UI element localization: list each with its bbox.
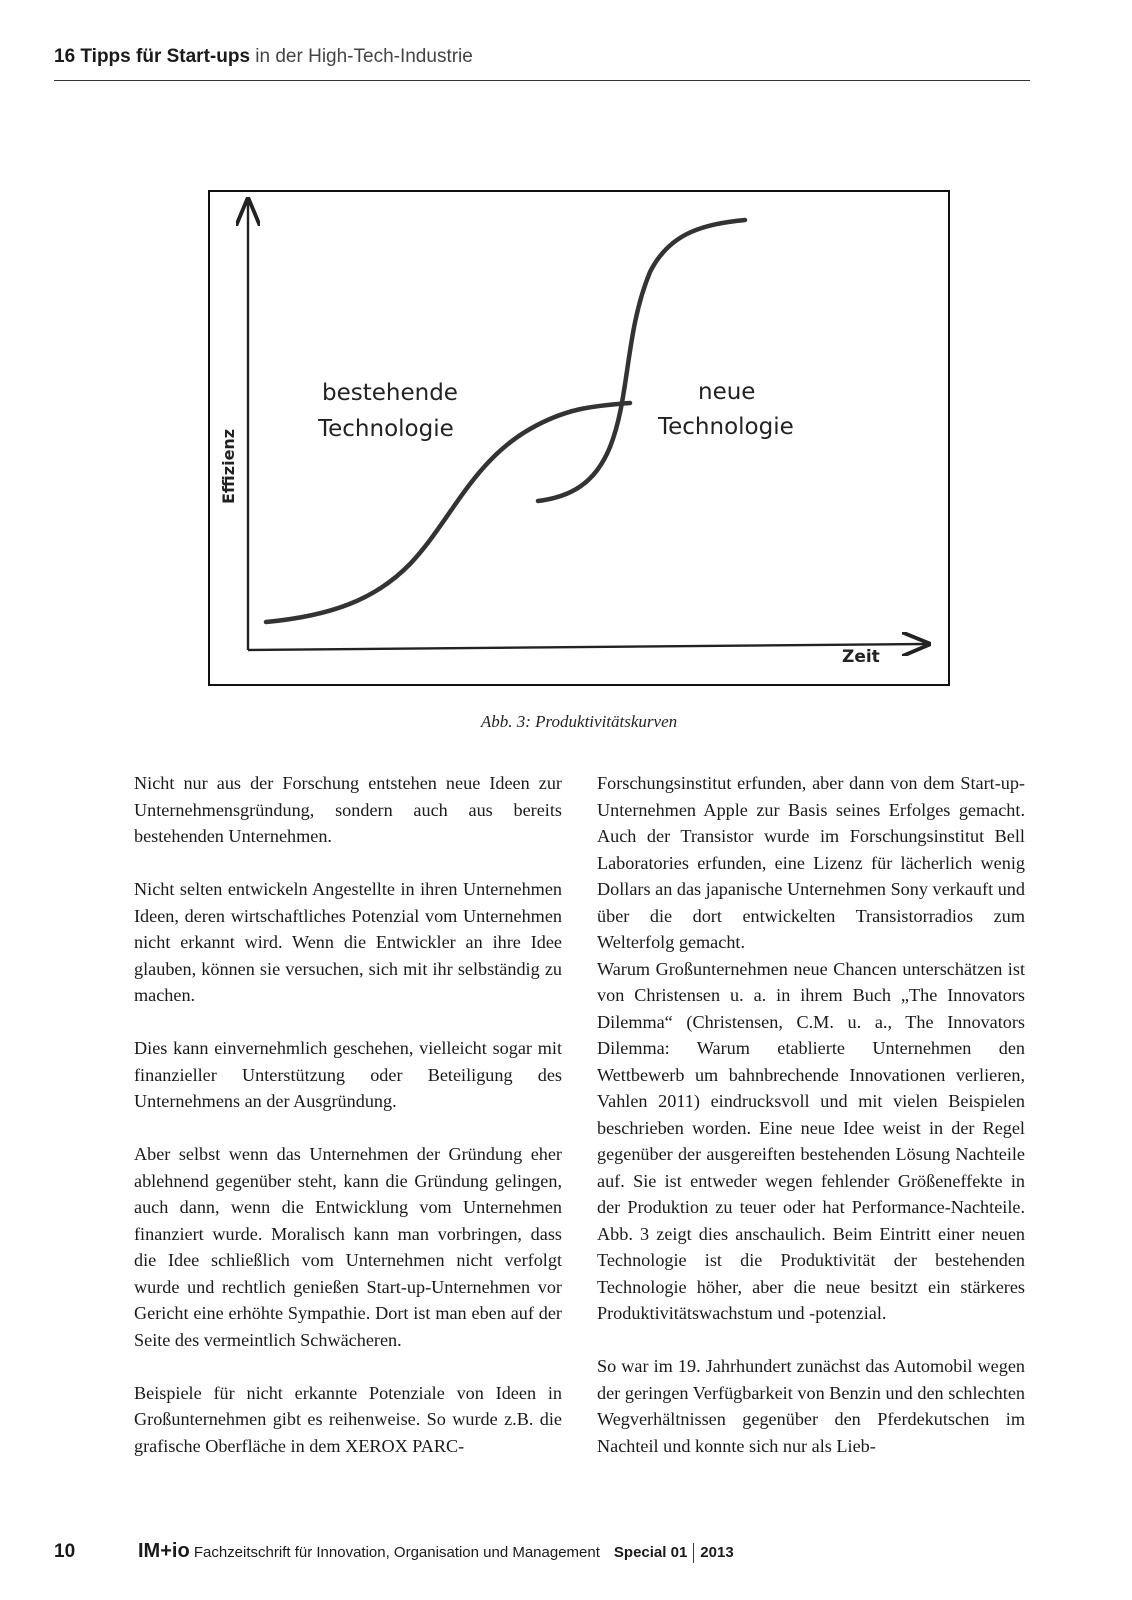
header-title-rest: in der High-Tech-Industrie — [250, 46, 473, 67]
y-axis-label: Effizienz — [219, 428, 238, 504]
label-new-line2: Technologie — [658, 414, 794, 440]
productivity-chart — [210, 192, 948, 684]
figure-productivity-curves — [208, 190, 950, 686]
page-number: 10 — [54, 1541, 76, 1562]
paragraph: Beispiele für nicht erkannte Potenziale von Ideen in Großunternehmen gibt es reihenweise. So wurde z.B. die grafische Oberfläche in dem XEROX PARC- — [134, 1382, 562, 1456]
label-existing-line1: bestehende — [322, 380, 458, 406]
running-header — [54, 46, 1029, 68]
journal-brand: IM+io — [138, 1540, 190, 1562]
label-new-line1: neue — [698, 379, 756, 405]
issue-special: Special 01 — [613, 1544, 688, 1561]
label-existing-line2: Technologie — [318, 416, 454, 442]
figure-caption: Abb. 3: Produktivitätskurven — [480, 712, 678, 731]
page-footer — [54, 1540, 1034, 1563]
paragraph: Nicht nur aus der Forschung entstehen neue Ideen zur Unternehmensgründung, sondern auch aus bereits bestehenden Unternehmen. — [134, 773, 562, 846]
paragraph: So war im 19. Jahrhundert zunächst das Automobil wegen der geringen Verfügbarkeit von Benzin und den schlechten Wegverhältnissen gegenüber den Pferdekutschen im Nachteil und konnte sich nur als Lieb- — [597, 1356, 1025, 1456]
paragraph: Aber selbst wenn das Unternehmen der Gründung eher ablehnend gegenüber steht, kann die Gründung gelingen, auch dann, wenn die Entwicklung vom Unternehmen finanziert wurde. Moralisch kann man vorbringen, dass die Idee schließlich vom Unternehmen nicht verfolgt wurde und rechtlich genießen Start-up-Unternehmen vor Gericht eine erhöhte Sympathie. Dort ist man eben auf der Seite des vermeintlich Schwächeren. — [134, 1144, 562, 1350]
footer-separator — [693, 1543, 694, 1563]
left-column — [134, 770, 562, 1486]
header-rule — [54, 80, 1030, 81]
paragraph: Warum Großunternehmen neue Chancen unterschätzen ist von Christensen u. a. in ihrem Buch „The Innovators Dilemma“ (Christensen, C.M. u. a., The Innovators Dilemma: Warum etablierte Unternehmen den Wettbewerb um bahnbrechende Innovationen verlieren, Vahlen 2011) eindrucksvoll und mit vielen Beispielen beschrieben worden. Eine neue Idee weist in der Regel gegenüber der ausgereiften bestehenden Lösung Nachteile auf. Sie ist entweder wegen fehlender Größeneffekte in der Produktion zu teuer oder hat Performance-Nachteile. Abb. 3 zeigt dies anschaulich. Beim Eintritt einer neuen Technologie ist die Produktivität der bestehenden Technologie höher, aber die neue besitzt ein stärkeres Produktivitätswachstum und -potenzial. — [597, 958, 1025, 1323]
x-axis — [248, 644, 926, 650]
header-title-bold: 16 Tipps für Start-ups — [54, 46, 251, 67]
paragraph: Forschungsinstitut erfunden, aber dann von dem Start-up-Unternehmen Apple zur Basis seines Erfolges gemacht. Auch der Transistor wurde im Forschungsinstitut Bell Laboratories erfunden, eine Lizenz für lächerlich wenig Dollars an das japanische Unternehmen Sony verkauft und über die dort entwickelten Transistorradios zum Welterfolg gemacht. — [597, 773, 1025, 952]
x-axis-label: Zeit — [842, 647, 880, 667]
right-column — [597, 770, 1025, 1486]
curve-new-technology — [538, 220, 745, 501]
paragraph: Nicht selten entwickeln Angestellte in ihren Unternehmen Ideen, deren wirtschaftliches Potenzial vom Unternehmen nicht erkannt wird. Wenn die Entwickler an ihre Idee glauben, können sie versuchen, sich mit ihr selbständig zu machen. — [134, 879, 562, 1005]
journal-name: Fachzeitschrift für Innovation, Organisation und Management — [189, 1544, 600, 1561]
paragraph: Dies kann einvernehmlich geschehen, vielleicht sogar mit finanzieller Unterstützung oder Beteiligung des Unternehmens an der Ausgründung. — [134, 1038, 562, 1111]
issue-year: 2013 — [700, 1544, 734, 1561]
